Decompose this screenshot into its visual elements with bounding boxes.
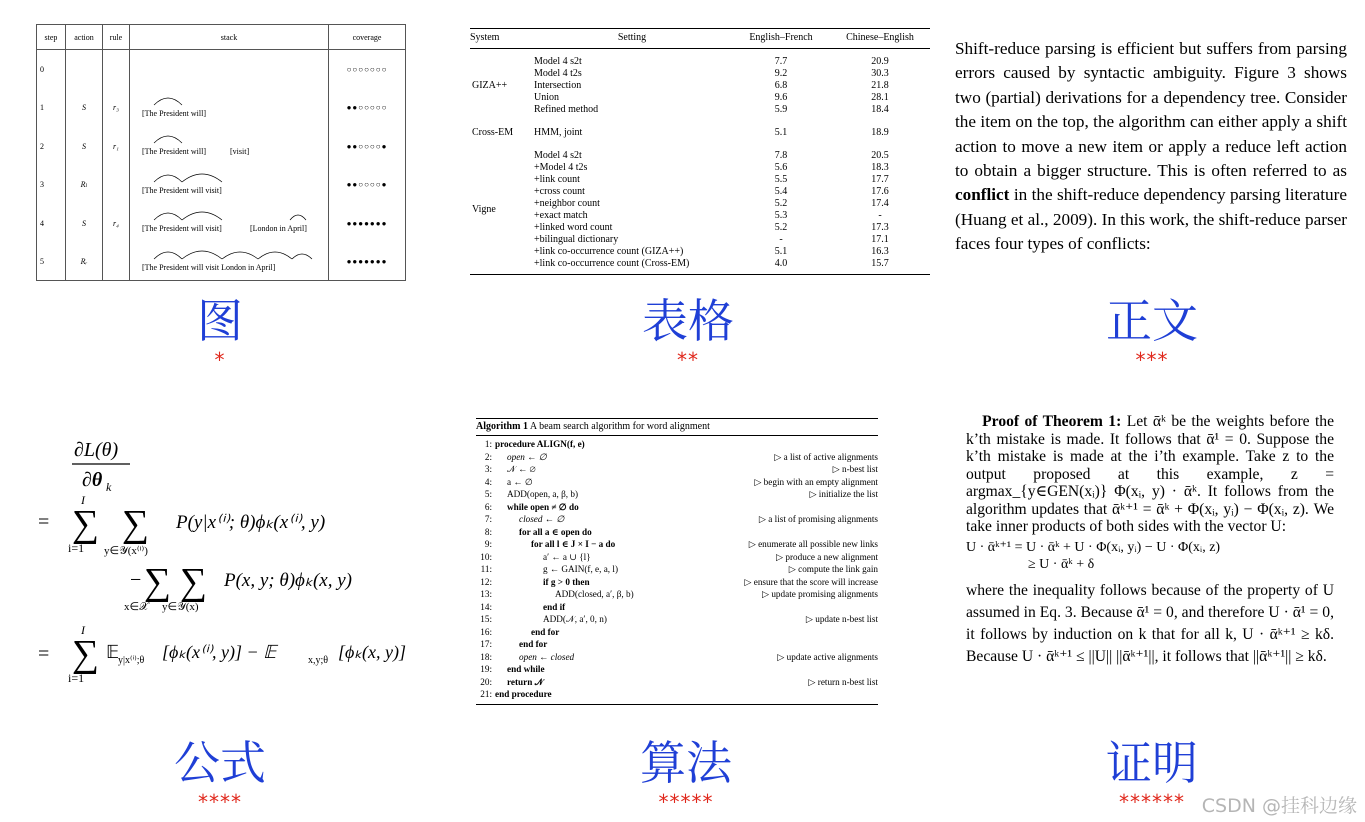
figure-stack	[130, 127, 329, 166]
figure-coverage: ●●○○○○●	[346, 141, 388, 151]
figure-stack	[130, 89, 329, 128]
table-setting-cell: Model 4 s2t	[534, 56, 582, 67]
formula-sum-lower: i=1	[68, 671, 85, 685]
table-value-zh-en: 17.7	[871, 174, 889, 185]
algorithm-comment: ▷ compute the link gain	[788, 564, 878, 574]
algorithm-comment: ▷ produce a new alignment	[776, 551, 878, 562]
table-value-zh-en: 17.4	[871, 198, 889, 209]
proof-equation: U · ᾱᵏ⁺¹ = U · ᾱᵏ + U · Φ(xᵢ, yᵢ) − U · Φ(xᵢ, z)	[966, 539, 1221, 555]
algorithm-code: ADD(closed, a′, β, b)	[555, 589, 634, 599]
algorithm-comment: ▷ update promising alignments	[761, 589, 878, 599]
figure-coverage: ●●●●●●●	[346, 257, 388, 267]
algorithm-lines	[476, 436, 878, 701]
algorithm-line-number: 11:	[480, 564, 492, 574]
algorithm-code: end for	[519, 639, 548, 649]
algorithm-line-number: 5:	[484, 489, 492, 499]
algorithm-line-number: 1:	[484, 439, 492, 449]
algorithm-code: g ← GAIN(f, e, a, l)	[543, 564, 619, 574]
algorithm-line-number: 6:	[484, 501, 492, 512]
algorithm-line-number: 10:	[480, 551, 492, 562]
algorithm-line	[476, 663, 878, 676]
algorithm-caption-label: Algorithm 1	[476, 421, 528, 432]
algorithm-line	[476, 651, 878, 664]
algorithm-line-number: 8:	[484, 526, 492, 537]
algorithm-comment: ▷ ensure that the score will increase	[744, 576, 878, 587]
proof-paragraph	[966, 413, 1334, 536]
table-value-zh-en: -	[878, 210, 882, 221]
table-setting-cell: +Model 4 t2s	[534, 162, 588, 173]
algorithm-line-number: 18:	[480, 651, 492, 662]
figure-header-row	[37, 25, 405, 50]
algorithm-line-number: 19:	[480, 664, 492, 674]
algorithm-comment: ▷ a list of active alignments	[774, 451, 878, 462]
table-setting-cell: +link co-occurrence count (Cross-EM)	[534, 258, 690, 269]
table-body	[470, 49, 930, 270]
figure-header-rule: rule	[103, 25, 130, 50]
table-row	[470, 92, 930, 104]
table-setting-cell: Refined method	[534, 104, 599, 115]
formula-sum: ∑	[144, 561, 172, 603]
algorithm-code: ADD(open, a, β, b)	[507, 489, 579, 499]
figure-step: 2	[37, 127, 66, 166]
figure-action: Rₗ	[66, 166, 103, 205]
stack-item: [London in April]	[250, 224, 307, 233]
formula-sum-lower: x∈𝒳	[124, 601, 149, 613]
table-value-en-fr: 5.2	[774, 198, 788, 209]
table-system-cell: Vigne	[472, 204, 496, 215]
table-value-zh-en: 15.7	[871, 258, 889, 269]
table-value-en-fr: 5.4	[774, 186, 788, 197]
algorithm-bottom-rule	[476, 701, 878, 705]
body-text-before: Shift-reduce parsing is efficient but suffers from parsing errors caused by syntactic ambiguity. Figure 3 shows two (partial) derivations for a dependency tree. Consider the item on the top, the algorithm can either apply a shift action to move a new item or apply a reduce left action to obtain a bigger structure. This is often referred to as	[955, 39, 1347, 181]
figure-step: 0	[37, 50, 66, 89]
proof-panel	[966, 413, 1334, 668]
algorithm-line-number: 4:	[484, 476, 492, 487]
formula-term: P(x, y; θ)ϕₖ(x, y)	[224, 570, 352, 591]
algorithm-line	[476, 538, 878, 551]
figure-header-step: step	[37, 25, 66, 50]
table-setting-cell: Model 4 t2s	[534, 68, 582, 79]
figure-panel	[36, 24, 406, 281]
dependency-arc	[182, 212, 222, 220]
table-setting-cell: Union	[534, 92, 559, 103]
dependency-arcs	[140, 245, 340, 261]
figure-row	[37, 243, 405, 282]
algorithm-comment: ▷ enumerate all possible new links	[748, 539, 878, 549]
algorithm-code: for all l ∈ J × I − a do	[531, 539, 616, 549]
dependency-arcs	[140, 206, 340, 222]
table-setting-cell: Model 4 s2t	[534, 150, 582, 161]
dependency-arcs	[140, 129, 340, 145]
dependency-arc	[154, 98, 182, 105]
formula-sum: ∑	[180, 561, 208, 603]
table-row	[470, 80, 930, 92]
algorithm-code: procedure ALIGN(f, e)	[495, 439, 585, 449]
table-group	[470, 56, 930, 116]
table-value-en-fr: 5.9	[774, 104, 788, 115]
formula-term: [ϕₖ(x, y)]	[338, 642, 406, 662]
figure-action: Rᵣ	[66, 243, 103, 282]
algorithm-comment: ▷ begin with an empty alignment	[754, 476, 878, 487]
table-setting-cell: +exact match	[534, 210, 588, 221]
algorithm-code: end while	[507, 664, 545, 674]
body-text-after: in the shift-reduce dependency parsing literature (Huang et al., 2009). In this work, the shift-reduce parser faces four types of conflicts:	[955, 185, 1347, 254]
proof-text: Let ᾱᵏ be the weights before the k’th mistake is made. It follows that ᾱ¹ = 0. Suppose the k’th mistake is made at the i’th example. Take z to the output proposed at this example, z = argmax_{y∈GEN(xᵢ)} Φ(xᵢ, y) · ᾱᵏ. It follows from the algorithm updates that ᾱᵏ⁺¹ = ᾱᵏ + Φ(xᵢ, yᵢ) − Φ(xᵢ, z). We take inner products of both sides with the vector U:	[966, 413, 1334, 535]
table-setting-cell: Intersection	[534, 80, 582, 91]
figure-action	[66, 50, 103, 89]
figure-step: 3	[37, 166, 66, 205]
formula-sum: ∑	[72, 503, 100, 545]
table-row	[470, 56, 930, 68]
figure-rule	[103, 50, 130, 89]
table-group	[470, 150, 930, 270]
figure-row	[37, 50, 405, 89]
table-row	[470, 150, 930, 162]
figure-action: S	[66, 204, 103, 243]
figure-stack	[130, 204, 329, 243]
table-row	[470, 210, 930, 222]
algorithm-line	[476, 626, 878, 639]
table-group	[470, 127, 930, 139]
algorithm-comment: ▷ initialize the list	[809, 489, 878, 499]
table-setting-cell: +cross count	[534, 186, 585, 197]
algorithm-line	[476, 476, 878, 489]
algorithm-line	[476, 501, 878, 514]
algorithm-code: a′ ← a ∪ {l}	[543, 551, 591, 562]
algorithm-line	[476, 513, 878, 526]
table-value-en-fr: 9.2	[774, 68, 788, 79]
figure-step: 1	[37, 89, 66, 128]
algorithm-code: closed ← ∅	[519, 514, 565, 524]
table-value-en-fr: 5.1	[774, 127, 788, 138]
table-value-zh-en: 20.9	[871, 56, 889, 67]
table-row	[470, 198, 930, 210]
figure-row	[37, 166, 405, 205]
table-value-zh-en: 17.6	[871, 186, 889, 197]
algorithm-line-number: 12:	[480, 576, 492, 587]
algorithm-line-number: 17:	[480, 639, 492, 649]
table-header-system: System	[470, 29, 532, 49]
algorithm-code: end for	[531, 626, 560, 637]
table-value-zh-en: 21.8	[871, 80, 889, 91]
stack-item: [The President will visit London in April]	[142, 262, 276, 272]
dependency-arc	[154, 213, 182, 220]
table-value-en-fr: 4.0	[774, 258, 788, 269]
table-row	[470, 234, 930, 246]
formula-denominator-sub: k	[106, 480, 112, 494]
dependency-arc	[182, 174, 222, 182]
table-header-zh-en: Chinese–English	[830, 29, 930, 49]
table-value-en-fr: 5.3	[774, 210, 788, 221]
algorithm-line-number: 15:	[480, 614, 492, 624]
dependency-arcs	[140, 168, 340, 184]
stack-item: [The President will visit]	[142, 224, 222, 233]
table-row	[470, 68, 930, 80]
formula-numerator: ∂L(θ)	[74, 439, 119, 461]
proof-title: Proof of Theorem 1:	[982, 413, 1122, 430]
proof-text: where the inequality follows because of the property of U assumed in Eq. 3. Because ᾱ¹ = 0, and therefore U · ᾱ¹ = 0, it follows by induction on k that for all k, U · ᾱᵏ⁺¹ ≥ kδ. Because U · ᾱᵏ⁺¹ ≤ ||U|| ||ᾱᵏ⁺¹||, it follows that ||ᾱᵏ⁺¹|| ≥ kδ.	[966, 581, 1334, 665]
figure-rule	[103, 243, 130, 282]
table-row	[470, 127, 930, 139]
caption-stars-proof: ******	[1119, 790, 1185, 814]
algorithm-line	[476, 613, 878, 626]
algorithm-code: a ← ∅	[507, 476, 533, 487]
formula-sum-lower: i=1	[68, 541, 85, 555]
formula-svg	[34, 436, 434, 696]
table-row	[470, 186, 930, 198]
figure-row	[37, 127, 405, 166]
table-value-zh-en: 18.4	[871, 104, 889, 115]
formula-term: P(y|x⁽ⁱ⁾; θ)ϕₖ(x⁽ⁱ⁾, y)	[176, 512, 326, 533]
table-row	[470, 162, 930, 174]
results-table	[470, 28, 930, 49]
table-header-en-fr: English–French	[732, 29, 830, 49]
table-row	[470, 104, 930, 116]
algorithm-line-number: 13:	[480, 589, 492, 599]
table-setting-cell: +link co-occurrence count (GIZA++)	[534, 246, 684, 257]
algorithm-caption-text: A beam search algorithm for word alignment	[529, 421, 710, 432]
table-value-zh-en: 17.1	[871, 234, 889, 245]
table-row	[470, 258, 930, 270]
table-value-en-fr: 6.8	[774, 80, 788, 91]
algorithm-line-number: 7:	[484, 514, 492, 524]
proof-paragraph	[966, 580, 1334, 668]
dependency-arc	[182, 251, 222, 259]
algorithm-line	[476, 576, 878, 589]
table-panel	[470, 28, 930, 275]
table-value-en-fr: 9.6	[774, 92, 788, 103]
algorithm-line	[476, 451, 878, 464]
algorithm-line	[476, 526, 878, 539]
dependency-arcs	[140, 91, 340, 107]
figure-header-action: action	[66, 25, 103, 50]
figure-rule: r₃	[103, 89, 130, 128]
table-value-en-fr: 5.6	[774, 162, 788, 173]
algorithm-code: end if	[543, 601, 566, 612]
figure-rule	[103, 166, 130, 205]
formula-denominator: ∂θ	[82, 469, 103, 491]
formula-term: 𝔼	[106, 642, 120, 662]
algorithm-line	[476, 688, 878, 701]
table-value-en-fr: 5.5	[774, 174, 788, 185]
caption-label-proof: 证明	[1106, 736, 1198, 790]
stack-item: [The President will]	[142, 108, 206, 118]
table-row	[470, 246, 930, 258]
dependency-arc	[154, 175, 182, 182]
algorithm-line	[476, 438, 878, 451]
caption-stars-formula: ****	[198, 790, 242, 814]
algorithm-line	[476, 563, 878, 576]
algorithm-line-number: 14:	[480, 601, 492, 612]
figure-stack	[130, 50, 329, 89]
table-value-en-fr: 7.8	[774, 150, 788, 161]
figure-table	[37, 25, 405, 281]
figure-step: 4	[37, 204, 66, 243]
table-setting-cell: HMM, joint	[534, 127, 583, 138]
algorithm-code: if g > 0 then	[543, 576, 590, 587]
formula-equals: =	[38, 511, 50, 533]
figure-header-coverage: coverage	[329, 25, 406, 50]
caption-label-algorithm: 算法	[640, 736, 732, 790]
formula-sum: ∑	[122, 503, 150, 545]
figure-coverage: ●●○○○○●	[346, 180, 388, 190]
algorithm-code: open ← closed	[519, 651, 575, 662]
stack-item: [The President will visit]	[142, 185, 222, 195]
algorithm-code: end procedure	[495, 689, 552, 699]
table-value-zh-en: 17.3	[871, 222, 889, 233]
algorithm-code: while open ≠ ∅ do	[507, 501, 579, 512]
figure-stack	[130, 166, 329, 205]
formula-term-sub: x,y;θ	[308, 655, 329, 666]
figure-rule: r₁	[103, 127, 130, 166]
algorithm-comment: ▷ a list of promising alignments	[758, 514, 878, 524]
table-bottom-rule	[470, 270, 930, 275]
table-system-cell: Cross-EM	[472, 127, 514, 138]
caption-label-formula: 公式	[174, 736, 266, 790]
figure-action: S	[66, 127, 103, 166]
formula-panel	[34, 436, 434, 696]
table-row	[470, 222, 930, 234]
table-setting-cell: +linked word count	[534, 222, 613, 233]
algorithm-code: ADD(𝒩, a′, 0, n)	[543, 614, 607, 624]
figure-row	[37, 89, 405, 128]
algorithm-caption	[476, 418, 878, 436]
algorithm-line-number: 21:	[480, 689, 492, 699]
table-value-en-fr: 5.2	[774, 222, 788, 233]
figure-rule: r₄	[103, 204, 130, 243]
stack-item: [The President will]	[142, 147, 206, 156]
caption-label-table: 表格	[642, 294, 734, 348]
table-value-zh-en: 18.3	[871, 162, 889, 173]
table-system-cell: GIZA++	[472, 80, 508, 91]
algorithm-code: return 𝒩	[507, 676, 544, 687]
algorithm-line	[476, 601, 878, 614]
formula-sum: ∑	[72, 633, 100, 675]
table-setting-cell: +bilingual dictionary	[534, 234, 619, 245]
table-value-zh-en: 30.3	[871, 68, 889, 79]
algorithm-comment: ▷ return n-best list	[808, 676, 878, 687]
table-value-en-fr: -	[779, 234, 783, 245]
table-setting-cell: +neighbor count	[534, 198, 600, 209]
algorithm-code: 𝒩 ← ∅	[507, 464, 536, 474]
table-value-en-fr: 5.1	[774, 246, 788, 257]
body-text	[955, 37, 1347, 257]
algorithm-line-number: 20:	[480, 676, 492, 687]
algorithm-comment: ▷ n-best list	[832, 464, 878, 474]
proof-equation: ≥ U · ᾱᵏ + δ	[1028, 557, 1095, 572]
algorithm-code: open ← ∅	[507, 451, 547, 462]
table-value-zh-en: 28.1	[871, 92, 889, 103]
algorithm-line	[476, 488, 878, 501]
algorithm-line-number: 9:	[484, 539, 492, 549]
formula-equals: =	[38, 643, 50, 665]
table-value-zh-en: 18.9	[871, 127, 889, 138]
table-row	[470, 174, 930, 186]
table-header-setting: Setting	[532, 29, 732, 49]
dependency-arc	[292, 254, 312, 259]
watermark: CSDN @挂科边缘	[1201, 795, 1357, 817]
formula-sum-upper: I	[81, 623, 85, 637]
algorithm-code: for all a ∈ open do	[519, 526, 592, 537]
algorithm-line-number: 3:	[484, 464, 492, 474]
table-setting-cell: +link count	[534, 174, 580, 185]
formula-sum-lower: y∈𝒴(x⁽ⁱ⁾)	[104, 545, 148, 557]
algorithm-panel	[476, 418, 878, 705]
figure-action: S	[66, 89, 103, 128]
formula-minus: −	[130, 569, 142, 591]
figure-coverage: ○○○○○○○	[346, 64, 388, 74]
figure-step: 5	[37, 243, 66, 282]
dependency-arc	[222, 252, 258, 259]
caption-stars-figure: *	[214, 348, 226, 372]
algorithm-line	[476, 463, 878, 476]
figure-header-stack: stack	[130, 25, 329, 50]
stack-item: [visit]	[230, 147, 250, 156]
table-value-en-fr: 7.7	[774, 56, 788, 67]
algorithm-line-number: 2:	[484, 451, 492, 462]
figure-coverage: ●●○○○○○	[346, 103, 388, 113]
algorithm-line	[476, 638, 878, 651]
algorithm-line	[476, 551, 878, 564]
dependency-arc	[290, 215, 306, 220]
dependency-arc	[154, 252, 182, 259]
formula-sum-upper: I	[81, 493, 85, 507]
figure-coverage: ●●●●●●●	[346, 218, 388, 228]
algorithm-comment: ▷ update active alignments	[777, 651, 878, 662]
algorithm-comment: ▷ update n-best list	[805, 614, 878, 624]
formula-term-sub: y|x⁽ⁱ⁾;θ	[118, 655, 145, 666]
table-value-zh-en: 20.5	[871, 150, 889, 161]
algorithm-line	[476, 676, 878, 689]
table-value-zh-en: 16.3	[871, 246, 889, 257]
dependency-arc	[258, 252, 292, 259]
table-header-row	[470, 29, 930, 49]
formula-term: [ϕₖ(x⁽ⁱ⁾, y)] − 𝔼	[162, 642, 277, 662]
caption-label-figure: 图	[197, 294, 243, 348]
body-text-bold: conflict	[955, 185, 1010, 205]
figure-row	[37, 204, 405, 243]
algorithm-line	[476, 588, 878, 601]
caption-label-text: 正文	[1106, 294, 1198, 348]
algorithm-line-number: 16:	[480, 626, 492, 637]
caption-stars-algorithm: *****	[658, 790, 714, 814]
dependency-arc	[154, 136, 182, 143]
figure-stack	[130, 243, 329, 282]
formula-sum-lower: y∈𝒴(x)	[162, 601, 199, 613]
caption-stars-text: ***	[1135, 348, 1169, 372]
caption-stars-table: **	[677, 348, 699, 372]
